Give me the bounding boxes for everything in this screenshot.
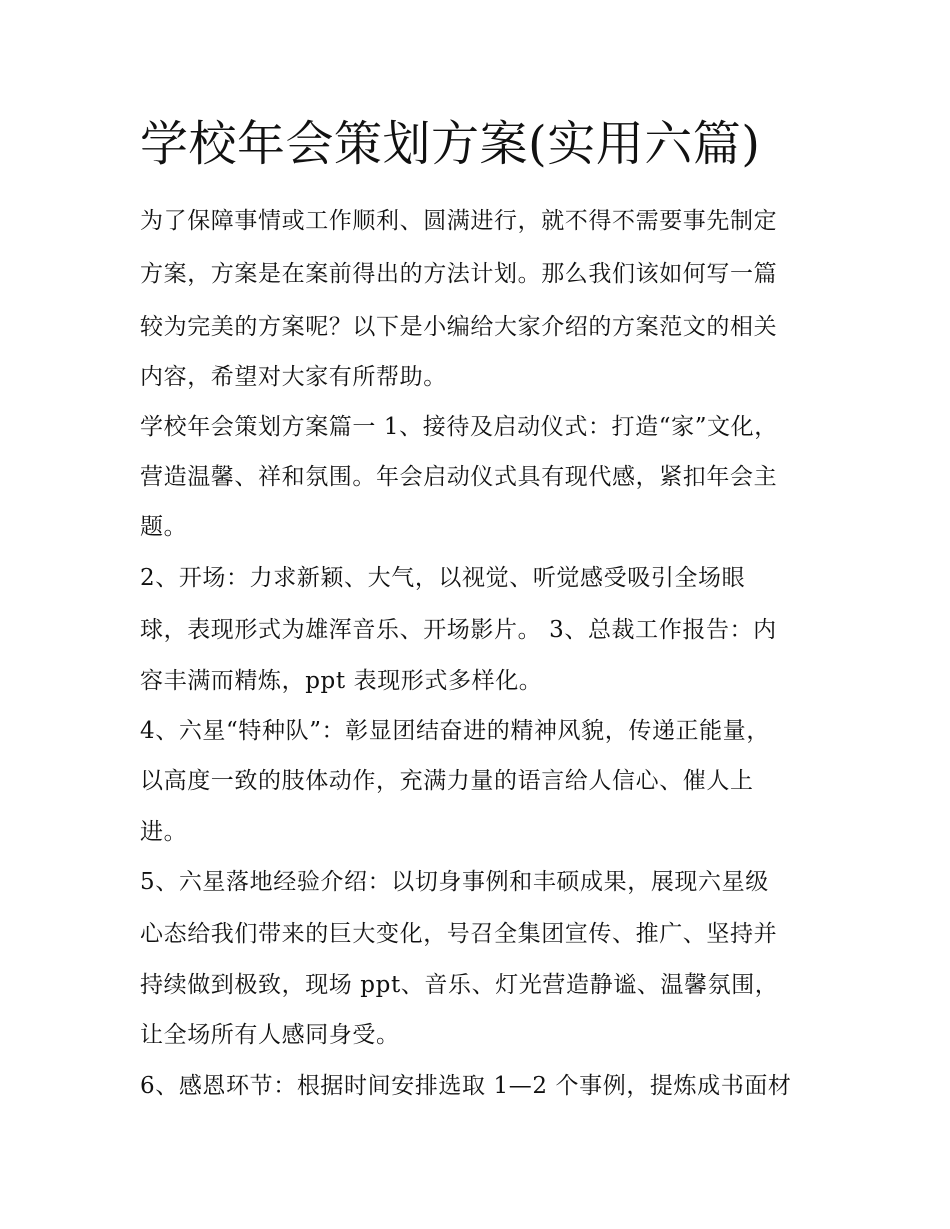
paragraph-line: 学校年会策划方案篇一 1、接待及启动仪式：打造“家”文化， [140,414,778,440]
paragraph-line: 2、开场：力求新颖、大气，以视觉、听觉感受吸引全场眼 [140,565,746,591]
paragraph-line: 让全场所有人感同身受。 [140,1022,400,1048]
paragraph-line: 内容，希望对大家有所帮助。 [140,364,447,390]
paragraph-line: 以高度一致的肢体动作，充满力量的语言给人信心、催人上 [140,768,754,794]
paragraph-line: 球，表现形式为雄浑音乐、开场影片。 3、总裁工作报告：内 [140,617,777,643]
paragraph-line: 为了保障事情或工作顺利、圆满进行，就不得不需要事先制定 [140,208,778,234]
paragraph-line: 6、感恩环节：根据时间安排选取 1—2 个事例，提炼成书面材 [140,1073,792,1099]
paragraph-line: 较为完美的方案呢？以下是小编给大家介绍的方案范文的相关 [140,314,778,340]
paragraph-line: 进。 [140,819,188,845]
paragraph-line: 营造温馨、祥和氛围。年会启动仪式具有现代感，紧扣年会主 [140,464,778,490]
paragraph-line: 心态给我们带来的巨大变化，号召全集团宣传、推广、坚持并 [140,921,778,947]
paragraph-line: 方案，方案是在案前得出的方法计划。那么我们该如何写一篇 [140,261,778,287]
paragraph-line: 题。 [140,514,188,540]
document-title: 学校年会策划方案(实用六篇) [140,116,761,172]
paragraph-line: 容丰满而精炼，ppt 表现形式多样化。 [140,668,543,694]
paragraph-line: 持续做到极致，现场 ppt、音乐、灯光营造静谧、温馨氛围， [140,972,779,998]
paragraph-line: 5、六星落地经验介绍：以切身事例和丰硕成果，展现六星级 [140,869,769,895]
paragraph-line: 4、六星“特种队”：彰显团结奋进的精神风貌，传递正能量， [140,718,770,744]
